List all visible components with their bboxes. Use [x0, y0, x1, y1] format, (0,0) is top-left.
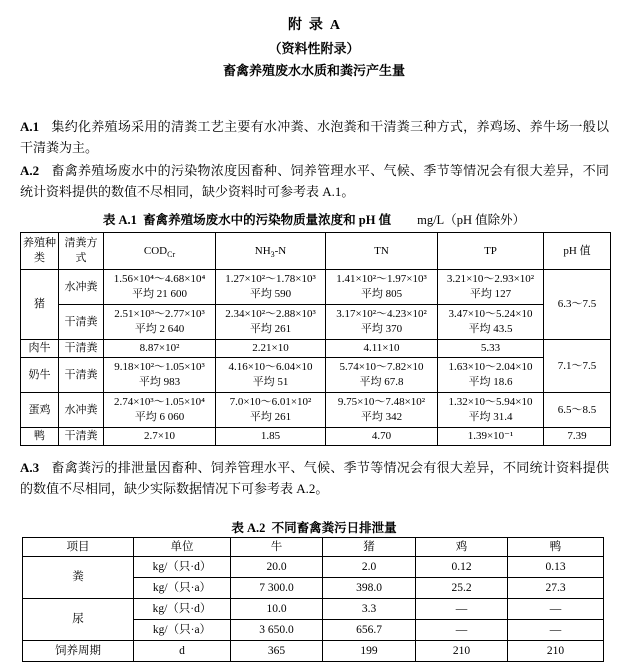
table-row [21, 393, 611, 428]
a1-tp-1 [438, 305, 544, 340]
a2-col-duck: 鸭 [508, 538, 604, 557]
a1-col-tp: TP [438, 233, 544, 270]
value-average: 平均 261 [249, 323, 292, 335]
value-average: 平均 67.8 [359, 376, 404, 388]
a1-nh3n-2: 2.21×10 [216, 340, 326, 358]
a1-tn-2: 4.11×10 [326, 340, 438, 358]
a1-species-pig: 猪 [21, 270, 59, 340]
value-average: 平均 6 060 [134, 411, 185, 423]
a2-unit-2: kg/（只·d） [134, 599, 231, 620]
a2-cattle-3: 3 650.0 [231, 620, 323, 641]
a1-method-4: 水冲粪 [59, 393, 104, 428]
a1-species-laying-hen: 蛋鸡 [21, 393, 59, 428]
a2-cattle-1: 7 300.0 [231, 578, 323, 599]
value-average: 平均 342 [360, 411, 403, 423]
table-row [21, 428, 611, 446]
a2-col-cattle: 牛 [231, 538, 323, 557]
a1-tn-4 [326, 393, 438, 428]
value-average: 平均 127 [469, 288, 512, 300]
a2-duck-3: — [508, 620, 604, 641]
a1-col-tn: TN [326, 233, 438, 270]
a1-cod-0 [104, 270, 216, 305]
a2-cattle-0: 20.0 [231, 557, 323, 578]
value-average: 平均 983 [138, 376, 181, 388]
a2-duck-2: — [508, 599, 604, 620]
a1-ph-pig: 6.3～7.5 [544, 270, 611, 340]
a2-unit-3: kg/（只·a） [134, 620, 231, 641]
table-a1-unit-note: mg/L（pH 值除外） [417, 213, 526, 227]
paragraph-a1 [20, 116, 609, 158]
value-average: 平均 590 [249, 288, 292, 300]
a1-nh3n-0 [216, 270, 326, 305]
value-range: 9.75×10～7.48×10² [337, 396, 426, 408]
value-range: 3.17×10²～4.23×10² [336, 308, 427, 320]
value-average: 平均 805 [360, 288, 403, 300]
a2-chicken-2: — [416, 599, 508, 620]
table-row [21, 270, 611, 305]
a1-tn-1 [326, 305, 438, 340]
table-row [21, 305, 611, 340]
table-a2 [22, 537, 604, 662]
value-range: 4.16×10～6.04×10 [228, 361, 313, 373]
a1-cod-2: 8.87×10² [104, 340, 216, 358]
a1-tn-3 [326, 358, 438, 393]
a1-col-cod [104, 233, 216, 270]
table-a2-caption [0, 518, 628, 536]
a1-tp-3 [438, 358, 544, 393]
a1-cod-3 [104, 358, 216, 393]
value-average: 平均 31.4 [468, 411, 513, 423]
a1-tp-2: 5.33 [438, 340, 544, 358]
a2-pig-4: 199 [323, 641, 416, 662]
a1-method-3: 干清粪 [59, 358, 104, 393]
a1-ph-duck: 7.39 [544, 428, 611, 446]
value-range: 1.63×10～2.04×10 [448, 361, 533, 373]
a1-nh3n-5: 1.85 [216, 428, 326, 446]
table-row [23, 599, 604, 620]
table-a2-caption-text: 表 A.2 不同畜禽粪污日排泄量 [231, 521, 397, 535]
a2-duck-4: 210 [508, 641, 604, 662]
a2-chicken-3: — [416, 620, 508, 641]
paragraph-a1-label: A.1 [20, 119, 40, 134]
a1-species-duck: 鸭 [21, 428, 59, 446]
a1-nh3n-1 [216, 305, 326, 340]
a2-item-feces: 粪 [23, 557, 134, 599]
a1-species-beef-cattle: 肉牛 [21, 340, 59, 358]
a1-ph-cattle: 7.1～7.5 [544, 340, 611, 393]
appendix-subtitle: （资料性附录） [268, 41, 360, 56]
value-average: 平均 18.6 [468, 376, 513, 388]
a2-chicken-4: 210 [416, 641, 508, 662]
value-range: 1.27×10²～1.78×10³ [225, 273, 316, 285]
a2-pig-1: 398.0 [323, 578, 416, 599]
value-range: 7.0×10～6.01×10² [229, 396, 312, 408]
a2-col-chicken: 鸡 [416, 538, 508, 557]
paragraph-a3 [20, 457, 609, 499]
cod-label: COD [143, 244, 168, 257]
a1-cod-1 [104, 305, 216, 340]
paragraph-a1-text: 集约化养殖场采用的清粪工艺主要有水冲粪、水泡粪和干清粪三种方式，养鸡场、养牛场一般以干清粪为主。 [20, 119, 609, 155]
value-range: 2.34×10²～2.88×10³ [225, 308, 316, 320]
table-row [21, 340, 611, 358]
a2-item-feeding-cycle: 饲养周期 [23, 641, 134, 662]
a2-unit-1: kg/（只·a） [134, 578, 231, 599]
a1-tp-4 [438, 393, 544, 428]
value-average: 平均 51 [252, 376, 289, 388]
a2-chicken-1: 25.2 [416, 578, 508, 599]
a1-species-dairy-cattle: 奶牛 [21, 358, 59, 393]
a2-col-pig: 猪 [323, 538, 416, 557]
value-range: 5.74×10～7.82×10 [339, 361, 424, 373]
paragraph-a3-text: 畜禽粪污的排泄量因畜种、饲养管理水平、气候、季节等情况会有很大差异，不同统计资料提供的数值不尽相同，缺少实际数据情况下可参考表 A.2。 [20, 460, 609, 496]
a2-unit-0: kg/（只·d） [134, 557, 231, 578]
a1-tn-5: 4.70 [326, 428, 438, 446]
value-range: 2.51×10³～2.77×10³ [114, 308, 205, 320]
paragraph-a2 [20, 160, 609, 202]
value-average: 平均 2 640 [134, 323, 185, 335]
table-row [21, 358, 611, 393]
value-range: 9.18×10²～1.05×10³ [114, 361, 205, 373]
appendix-title: 附 录 A [287, 18, 341, 33]
value-average: 平均 43.5 [468, 323, 513, 335]
a1-tp-0 [438, 270, 544, 305]
a2-cattle-4: 365 [231, 641, 323, 662]
a2-pig-0: 2.0 [323, 557, 416, 578]
a1-cod-5: 2.7×10 [104, 428, 216, 446]
table-row [23, 557, 604, 578]
value-average: 平均 370 [360, 323, 403, 335]
value-range: 1.32×10～5.94×10 [448, 396, 533, 408]
appendix-heading: 畜禽养殖废水水质和粪污产生量 [222, 63, 405, 78]
a1-col-method: 清粪方式 [59, 233, 104, 270]
a2-col-item: 项目 [23, 538, 134, 557]
a1-tn-0 [326, 270, 438, 305]
value-range: 3.21×10～2.93×10² [446, 273, 535, 285]
a1-col-ph: pH 值 [544, 233, 611, 270]
table-a1-caption-text: 表 A.1 畜禽养殖场废水中的污染物质量浓度和 pH 值 [102, 213, 392, 227]
value-range: 3.47×10～5.24×10 [448, 308, 533, 320]
nh3n-subscript: 3 [270, 249, 275, 259]
a1-nh3n-3 [216, 358, 326, 393]
a1-col-nh3n [216, 233, 326, 270]
paragraph-a3-label: A.3 [20, 460, 40, 475]
a2-pig-3: 656.7 [323, 620, 416, 641]
table-a2-header-row [23, 538, 604, 557]
a2-pig-2: 3.3 [323, 599, 416, 620]
a2-cattle-2: 10.0 [231, 599, 323, 620]
a1-nh3n-4 [216, 393, 326, 428]
a1-method-0: 水冲粪 [59, 270, 104, 305]
a1-cod-4 [104, 393, 216, 428]
table-a1-caption [0, 210, 628, 228]
a2-chicken-0: 0.12 [416, 557, 508, 578]
value-average: 平均 261 [249, 411, 292, 423]
a2-duck-1: 27.3 [508, 578, 604, 599]
a2-item-urine: 尿 [23, 599, 134, 641]
a1-ph-hen: 6.5～8.5 [544, 393, 611, 428]
nh3n-label: NH [254, 244, 271, 257]
a1-method-2: 干清粪 [59, 340, 104, 358]
a1-col-species: 养殖种类 [21, 233, 59, 270]
a1-method-5: 干清粪 [59, 428, 104, 446]
nh3n-label-tail: -N [274, 244, 287, 257]
paragraph-a2-text: 畜禽养殖场废水中的污染物浓度因畜种、饲养管理水平、气候、季节等情况会有很大差异，不同统计资料提供的数值不尽相同，缺少资料时可参考表 A.1。 [20, 163, 609, 199]
a1-tp-5: 1.39×10⁻¹ [438, 428, 544, 446]
value-range: 2.74×10³～1.05×10⁴ [113, 396, 206, 408]
a1-method-1: 干清粪 [59, 305, 104, 340]
a2-unit-4: d [134, 641, 231, 662]
value-range: 1.56×10⁴～4.68×10⁴ [113, 273, 206, 285]
table-a1-header-row [21, 233, 611, 270]
paragraph-a2-label: A.2 [20, 163, 40, 178]
value-range: 1.41×10²～1.97×10³ [336, 273, 427, 285]
table-row [23, 641, 604, 662]
a2-col-unit: 单位 [134, 538, 231, 557]
table-a1 [20, 232, 611, 446]
value-average: 平均 21 600 [132, 288, 187, 300]
cod-subscript: Cr [167, 249, 176, 259]
a2-duck-0: 0.13 [508, 557, 604, 578]
